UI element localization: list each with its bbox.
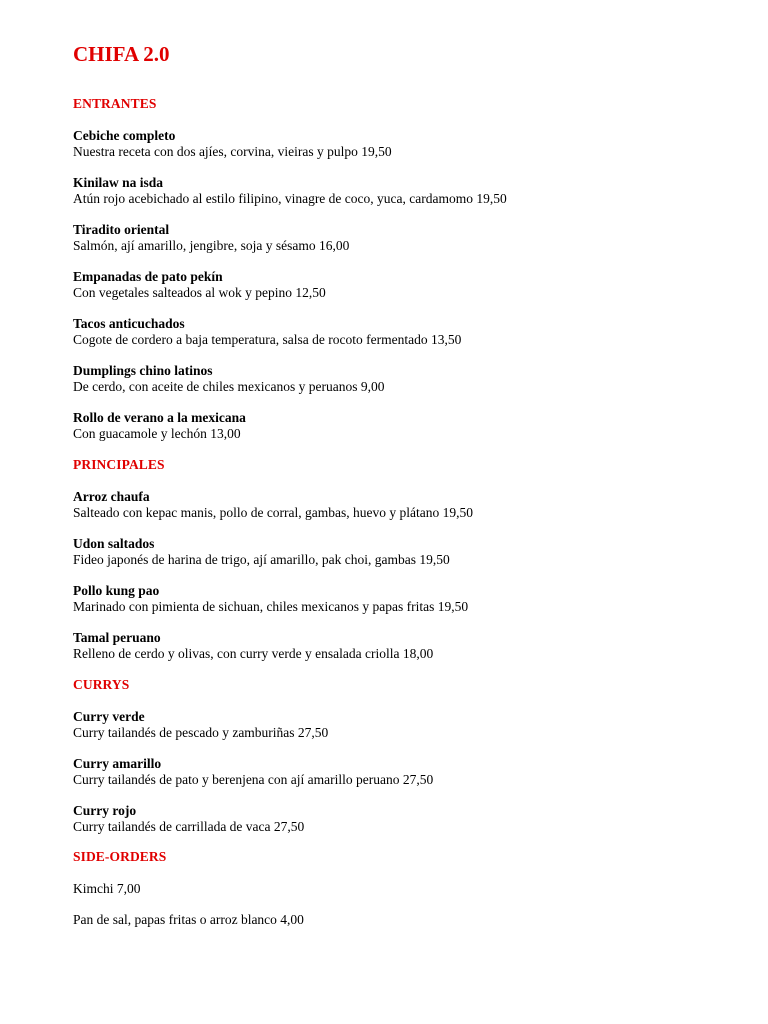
menu-item-name: Curry amarillo: [73, 756, 162, 771]
menu-item: [73, 316, 753, 348]
menu-item-description: Con guacamole y lechón 13,00: [73, 426, 241, 441]
menu-item-name: Pollo kung pao: [73, 583, 160, 598]
menu-item-description: Curry tailandés de carrillada de vaca 27,50: [73, 819, 305, 834]
menu-item: [73, 489, 753, 521]
menu-item: [73, 583, 753, 615]
menu-item: [73, 175, 753, 207]
menu-item-description: De cerdo, con aceite de chiles mexicanos y peruanos 9,00: [73, 379, 385, 394]
menu-item: [73, 756, 753, 788]
menu-item-name: Udon saltados: [73, 536, 155, 551]
menu-item: [73, 363, 753, 395]
menu-item-name: Rollo de verano a la mexicana: [73, 410, 246, 425]
side-order-line: Pan de sal, papas fritas o arroz blanco 4,00: [73, 912, 304, 927]
menu-item-description: Salmón, ají amarillo, jengibre, soja y sésamo 16,00: [73, 238, 350, 253]
menu-item-description: Marinado con pimienta de sichuan, chiles mexicanos y papas fritas 19,50: [73, 599, 469, 614]
menu-item-description: Atún rojo acebichado al estilo filipino, vinagre de coco, yuca, cardamomo 19,50: [73, 191, 507, 206]
menu-item: [73, 222, 753, 254]
section-heading-side-orders: SIDE-ORDERS: [73, 849, 167, 864]
menu-item: [73, 410, 753, 442]
menu-item: [73, 536, 753, 568]
menu-item-description: Curry tailandés de pescado y zamburiñas 27,50: [73, 725, 329, 740]
menu-item-description: Cogote de cordero a baja temperatura, salsa de rocoto fermentado 13,50: [73, 332, 462, 347]
menu-item-name: Tiradito oriental: [73, 222, 170, 237]
menu-item-name: Arroz chaufa: [73, 489, 150, 504]
section-heading-currys: CURRYS: [73, 677, 130, 692]
menu-item: [73, 630, 753, 662]
section-heading-principales: PRINCIPALES: [73, 457, 165, 472]
menu-item-description: Curry tailandés de pato y berenjena con ají amarillo peruano 27,50: [73, 772, 434, 787]
menu-item-description: Salteado con kepac manis, pollo de corral, gambas, huevo y plátano 19,50: [73, 505, 474, 520]
menu-item-name: Cebiche completo: [73, 128, 176, 143]
menu-item-name: Dumplings chino latinos: [73, 363, 213, 378]
menu-item-name: Curry verde: [73, 709, 145, 724]
menu-item-name: Tacos anticuchados: [73, 316, 185, 331]
side-order-line: Kimchi 7,00: [73, 881, 141, 896]
section-heading-entrantes: ENTRANTES: [73, 96, 157, 111]
menu-item-description: Con vegetales salteados al wok y pepino 12,50: [73, 285, 326, 300]
menu-item-description: Nuestra receta con dos ajíes, corvina, vieiras y pulpo 19,50: [73, 144, 392, 159]
menu-item: [73, 269, 753, 301]
menu-item-name: Kinilaw na isda: [73, 175, 164, 190]
menu-item-description: Relleno de cerdo y olivas, con curry verde y ensalada criolla 18,00: [73, 646, 434, 661]
menu-item-name: Curry rojo: [73, 803, 137, 818]
menu-item-name: Empanadas de pato pekín: [73, 269, 223, 284]
menu-item: [73, 803, 753, 835]
menu-item: [73, 709, 753, 741]
menu-item-description: Fideo japonés de harina de trigo, ají amarillo, pak choi, gambas 19,50: [73, 552, 450, 567]
menu-item: [73, 128, 753, 160]
menu-title: CHIFA 2.0: [73, 42, 170, 66]
menu-item-name: Tamal peruano: [73, 630, 161, 645]
